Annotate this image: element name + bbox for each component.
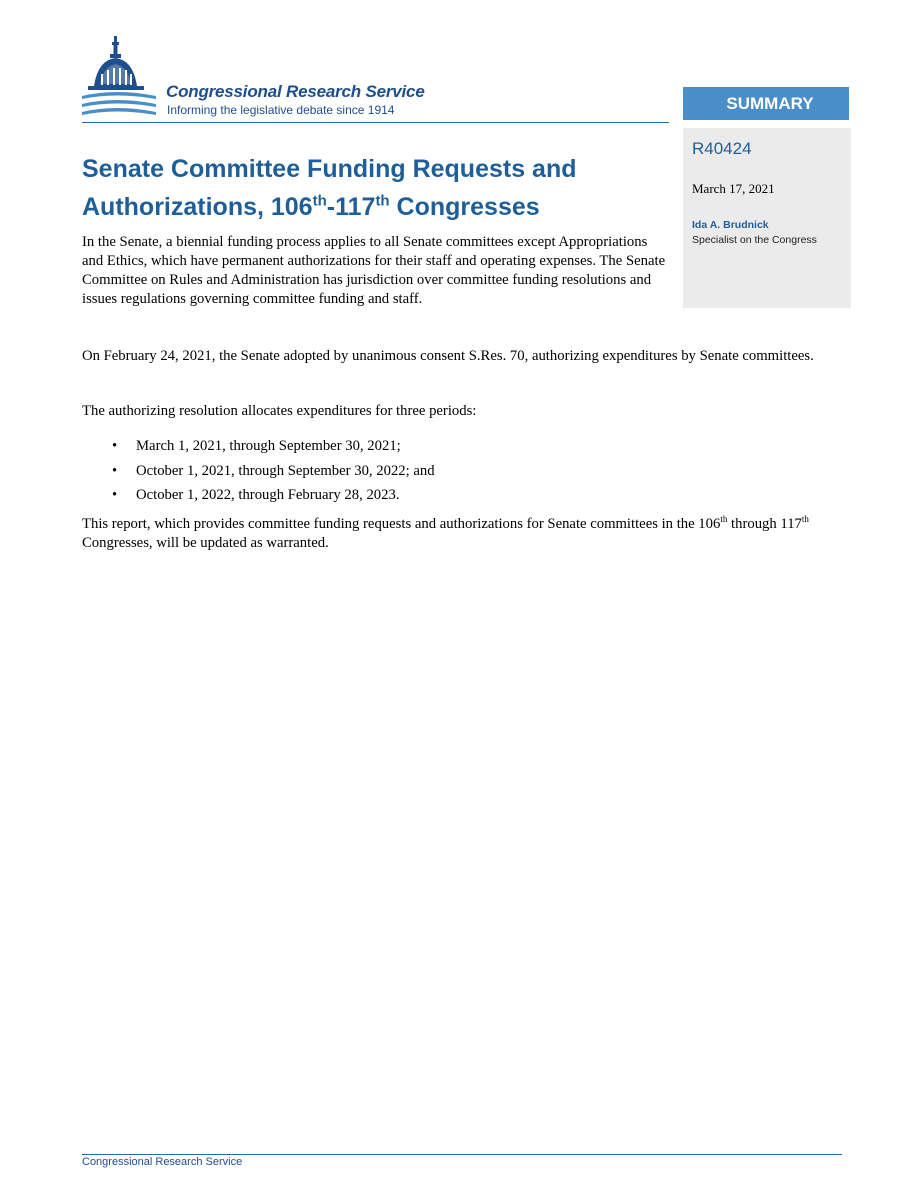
list-item-text: October 1, 2021, through September 30, 2022; and <box>136 462 435 479</box>
p4-text-1: This report, which provides committee funding requests and authorizations for Senate committees in the 106 <box>82 516 721 532</box>
header-divider <box>82 122 669 123</box>
p4-superscript-1: th <box>720 514 728 525</box>
p4-text-3: Congresses, will be updated as warranted. <box>82 535 329 551</box>
footer-org-name: Congressional Research Service <box>82 1156 243 1168</box>
crs-logo-icon <box>80 34 164 120</box>
summary-paragraph-1: In the Senate, a biennial funding process applies to all Senate committees except Appropriations and Ethics, which have permanent authorizations for their staff and operating expenses. The Senate Committee on Rules and Administration has jurisdiction over committee funding resolutions and issues regulations governing committee funding and staff. <box>82 234 666 307</box>
footer-divider <box>82 1154 842 1155</box>
title-text-2: -117 <box>326 193 376 221</box>
summary-paragraph-4 <box>82 515 842 553</box>
bullet-icon: • <box>112 487 118 503</box>
p4-superscript-2: th <box>801 514 809 525</box>
list-item <box>82 486 842 505</box>
author-name: Ida A. Brudnick <box>692 219 769 231</box>
summary-banner: SUMMARY <box>683 87 849 120</box>
list-item-text: October 1, 2022, through February 28, 2023. <box>136 487 400 503</box>
org-name: Congressional Research Service <box>166 82 425 101</box>
report-number: R40424 <box>692 139 752 158</box>
summary-paragraph-2: On February 24, 2021, the Senate adopted by unanimous consent S.Res. 70, authorizing expenditures by Senate committees. <box>82 348 814 364</box>
summary-paragraph-3: The authorizing resolution allocates expenditures for three periods: <box>82 403 477 419</box>
list-item <box>82 437 842 456</box>
title-text-1: Senate Committee Funding Requests and Authorizations, 106 <box>82 155 577 221</box>
report-title <box>82 150 672 226</box>
org-tagline: Informing the legislative debate since 1914 <box>167 103 395 117</box>
author-title: Specialist on the Congress <box>692 234 817 246</box>
p4-text-2: through 117 <box>727 516 802 532</box>
title-text-3: Congresses <box>389 193 540 221</box>
list-item-text: March 1, 2021, through September 30, 2021; <box>136 438 401 454</box>
list-item <box>82 462 842 481</box>
bullet-icon: • <box>112 438 118 454</box>
periods-list <box>82 437 842 511</box>
title-superscript-1: th <box>312 192 327 210</box>
bullet-icon: • <box>112 462 118 479</box>
report-date: March 17, 2021 <box>692 181 775 196</box>
title-superscript-2: th <box>375 192 390 210</box>
